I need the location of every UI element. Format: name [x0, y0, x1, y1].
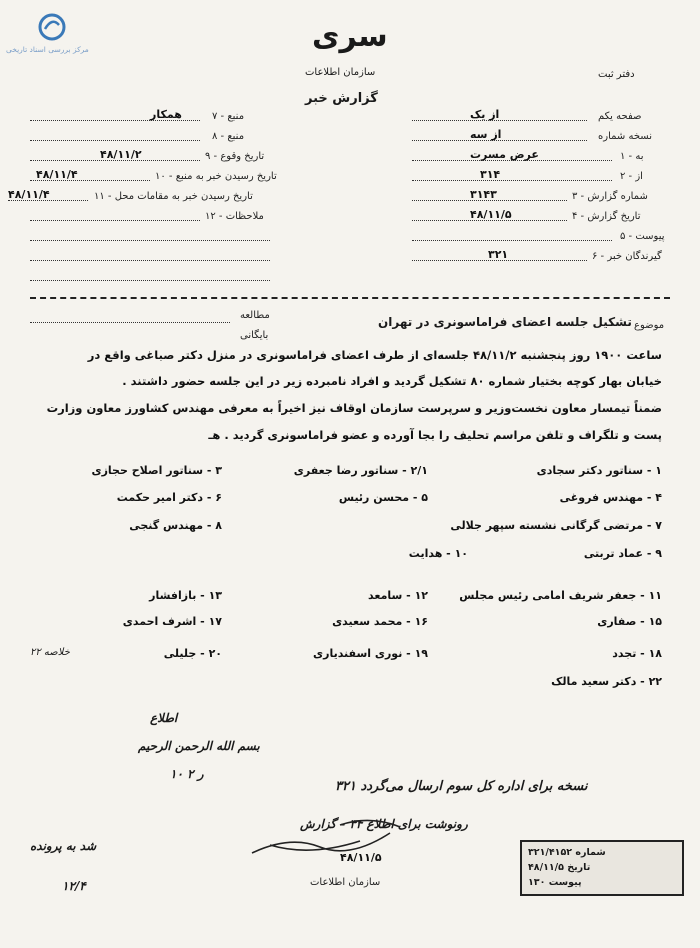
- field-4-label: ۴ - تاریخ گزارش: [572, 211, 641, 222]
- handwritten-note-3: ۱۰ ر ۲: [170, 767, 204, 781]
- attendee-5: ۵ - محسن رئیس: [338, 491, 428, 504]
- attendee-6: ۶ - دکتر امیر حکمت: [116, 491, 222, 504]
- bottom-left-note: شد به پرونده: [30, 839, 97, 853]
- copy-value: از سه: [470, 128, 502, 141]
- org-name: سازمان اطلاعات: [305, 67, 376, 78]
- field-5-label: ۵ - پیوست: [620, 231, 665, 242]
- attendee-14: ۱۵ - صفاری: [597, 615, 662, 628]
- attendee-16: ۱۷ - اشرف احمدی: [122, 615, 222, 628]
- signature-scribble: [250, 805, 410, 865]
- bottom-left-date: ۱۲/۴: [62, 879, 86, 893]
- archive-logo-icon: [38, 13, 66, 41]
- page-value: از یک: [470, 108, 500, 121]
- field-11-value: ۴۸/۱۱/۴: [8, 188, 50, 201]
- field-7-label: ۷ - منبع: [212, 111, 245, 122]
- field-2-value: ۳۱۴: [480, 168, 501, 181]
- archive-label: دفتر ثبت: [598, 69, 635, 80]
- subject-label: موضوع: [634, 320, 665, 331]
- attendee-3: ۳ - سناتور اصلاح حجازی: [91, 464, 222, 477]
- field-9-value: ۴۸/۱۱/۲: [100, 148, 142, 161]
- field-8-label: ۸ - منبع: [212, 131, 245, 142]
- handwritten-note-1: اطلاع: [150, 711, 178, 725]
- handwritten-instruction: نسخه برای اداره کل سوم ارسال می‌گردد ۳۲۱: [335, 779, 588, 794]
- attendee-10: ۱۰ - هدایت: [408, 547, 468, 560]
- attendee-18: ۱۹ - نوری اسفندیاری: [313, 647, 428, 660]
- field-3-value: ۳۱۴۳: [470, 188, 497, 201]
- subject-text: تشکیل جلسه اعضای فراماسونری در تهران: [378, 315, 632, 329]
- page-label: صفحه یکم: [598, 111, 642, 122]
- field-10-value: ۴۸/۱۱/۴: [36, 168, 78, 181]
- attendee-2: ۲/۱ - سناتور رضا جعفری: [293, 464, 428, 477]
- field-12-label: ۱۲ - ملاحظات: [205, 211, 264, 222]
- attendee-11: ۱۱ - جعفر شریف امامی رئیس مجلس: [459, 589, 662, 602]
- stamp-line-1: شماره ۳۲۱/۴۱۵۲: [528, 847, 606, 858]
- attendee-19: ۲۰ - جلیلی: [163, 647, 222, 660]
- field-6-label: ۶ - گیرندگان خبر: [592, 251, 662, 262]
- attendee-8: ۸ - مهندس گنجی: [129, 519, 222, 532]
- field-4-value: ۴۸/۱۱/۵: [470, 208, 512, 221]
- body-line-2: خیابان بهار کوچه بختیار شماره ۸۰ تشکیل گردید و افراد نامبرده زیر در این جلسه حضور داشتند .: [122, 374, 662, 388]
- copy-label: نسخه شماره: [598, 131, 652, 142]
- body-line-1: ساعت ۱۹۰۰ روز پنجشنبه ۴۸/۱۱/۲ جلسه‌ای از طرف اعضای فراماسونری در منزل دکتر صباغی واقع در: [87, 348, 662, 362]
- field-10-label: ۱۰ - تاریخ رسیدن خبر به منبع: [155, 171, 277, 182]
- subject-meta-2: بایگانی: [240, 330, 269, 341]
- subject-meta-1: مطالعه: [240, 310, 270, 321]
- attendee-17: ۱۸ - تجدد: [612, 647, 662, 660]
- field-3-label: ۳ - شماره گزارش: [572, 191, 648, 202]
- watermark-text: مرکز بررسی اسناد تاریخی: [6, 45, 89, 54]
- attendee-7: ۷ - مرتضی گرگانی نشسته سپهر جلالی: [450, 519, 662, 532]
- report-type: گزارش خبر: [305, 91, 378, 106]
- body-line-3: ضمناً تیمسار معاون نخست‌وزیر و سرپرست سازمان اوقاف نیز اخیراً به معرفی مهندس کشاورز معاون وزارت: [46, 401, 662, 415]
- handwritten-signature-line: رونوشت برای اطلاع ۳۴ - گزارش: [300, 817, 468, 831]
- footer-org: سازمان اطلاعات: [310, 877, 381, 888]
- classification-title: سری: [312, 19, 388, 54]
- attendee-1: ۱ - سناتور دکتر سجادی: [536, 464, 662, 477]
- field-9-label: ۹ - تاریخ وقوع: [205, 151, 265, 162]
- footer-date: ۴۸/۱۱/۵: [340, 851, 382, 864]
- registry-stamp: [520, 840, 684, 896]
- field-2-label: ۲ - از: [620, 171, 643, 182]
- body-line-4: پست و تلگراف و تلفن مراسم تحلیف را بجا آورده و عضو فراماسونری گردید . هـ: [208, 428, 662, 442]
- field-11-label: ۱۱ - تاریخ رسیدن خبر به مقامات محل: [94, 191, 253, 202]
- field-7-value: همکار: [150, 108, 182, 121]
- attendee-13: ۱۳ - بازافشار: [149, 589, 222, 602]
- attendee-15: ۱۶ - محمد سعیدی: [332, 615, 428, 628]
- handwritten-note-2: بسم الله الرحمن الرحیم: [138, 739, 260, 753]
- attendee-9: ۹ - عماد تربتی: [583, 547, 662, 560]
- attendee-4: ۴ - مهندس فروغی: [559, 491, 662, 504]
- stamp-line-3: پیوست ۱۳۰: [528, 877, 582, 888]
- attendee-12: ۱۲ - سامعد: [368, 589, 428, 602]
- field-1-label: ۱ - به: [620, 151, 644, 162]
- stamp-line-2: تاریخ ۴۸/۱۱/۵: [528, 862, 591, 873]
- attendee-20: ۲۲ - دکتر سعید مالک: [551, 675, 662, 688]
- field-6-value: ۳۲۱: [488, 248, 509, 261]
- field-1-value: عرض مسرت: [470, 148, 539, 161]
- margin-note-left: خلاصه ۲۲: [30, 647, 70, 658]
